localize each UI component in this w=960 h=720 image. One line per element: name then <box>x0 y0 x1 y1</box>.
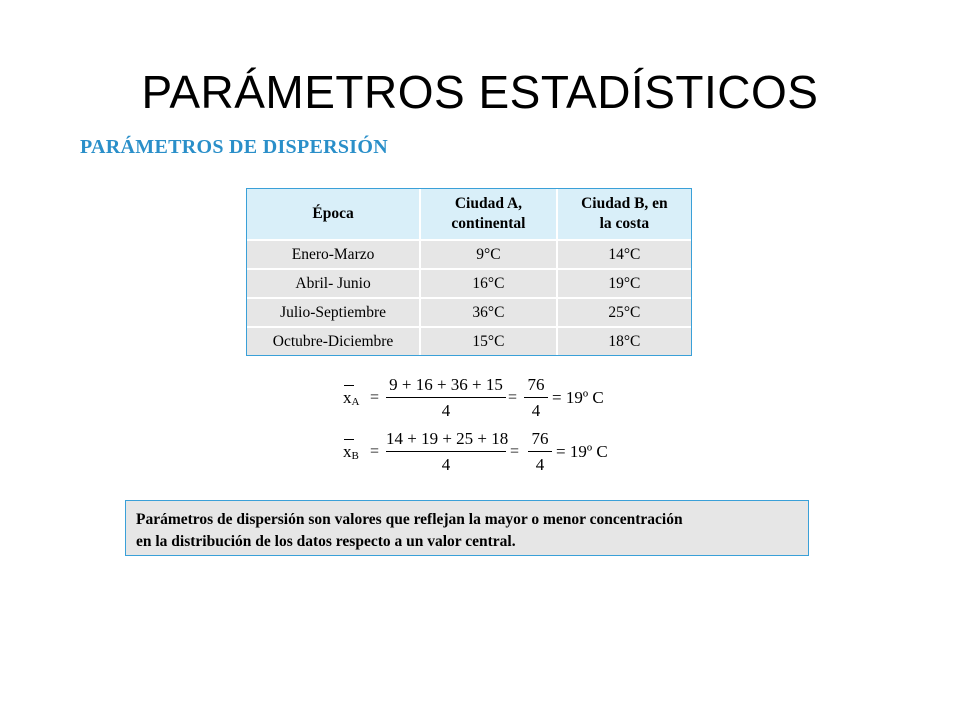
cell-ciudad-a: 15°C <box>421 328 558 355</box>
definition-line-2: en la distribución de los datos respecto a un valor central. <box>136 533 516 550</box>
cell-ciudad-b: 18°C <box>558 328 691 355</box>
header-ciudad-b <box>558 189 691 241</box>
formula-mean-b <box>340 428 640 478</box>
mean-formulas <box>340 370 640 480</box>
cell-epoca: Abril- Junio <box>247 270 421 299</box>
fraction-bar <box>386 451 506 452</box>
fraction-sum-a <box>386 374 506 422</box>
mean-result-a: = 19º C <box>552 388 604 407</box>
fraction-denominator: 4 <box>441 455 451 474</box>
definition-box <box>125 500 809 556</box>
equals-sign: = <box>370 389 380 406</box>
header-ciudad-b-line2: la costa <box>599 215 650 232</box>
cell-ciudad-b: 25°C <box>558 299 691 328</box>
formula-mean-a <box>340 374 640 424</box>
fraction-total-b <box>528 428 552 476</box>
header-ciudad-a <box>421 189 558 241</box>
equals-sign: = <box>370 443 380 460</box>
fraction-numerator: 14 + 19 + 25 + 18 <box>386 429 509 448</box>
table-row <box>247 299 691 328</box>
fraction-numerator: 76 <box>527 375 545 394</box>
fraction-denominator: 4 <box>535 455 545 474</box>
fraction-bar <box>528 451 552 452</box>
fraction-bar <box>524 397 548 398</box>
fraction-sum-b <box>386 428 509 476</box>
header-ciudad-b-line1: Ciudad B, en <box>581 195 668 212</box>
fraction-numerator: 9 + 16 + 36 + 15 <box>389 375 503 394</box>
section-subtitle: PARÁMETROS DE DISPERSIÓN <box>80 136 388 158</box>
header-epoca: Época <box>247 189 421 241</box>
cell-ciudad-a: 36°C <box>421 299 558 328</box>
equals-sign: = <box>508 389 518 406</box>
cell-ciudad-a: 16°C <box>421 270 558 299</box>
cell-ciudad-b: 19°C <box>558 270 691 299</box>
temperature-table <box>246 188 692 356</box>
fraction-denominator: 4 <box>531 401 541 420</box>
slide-title: PARÁMETROS ESTADÍSTICOS <box>141 66 819 118</box>
cell-epoca: Octubre-Diciembre <box>247 328 421 355</box>
mean-symbol-a: $x_A$ <box>343 388 359 408</box>
cell-epoca: Enero-Marzo <box>247 241 421 270</box>
fraction-total-a <box>524 374 548 422</box>
fraction-bar <box>386 397 506 398</box>
definition-line-1: Parámetros de dispersión son valores que reflejan la mayor o menor concentración <box>136 511 683 528</box>
table-row <box>247 241 691 270</box>
cell-epoca: Julio-Septiembre <box>247 299 421 328</box>
table-row <box>247 328 691 355</box>
table-header-row <box>247 189 691 241</box>
fraction-denominator: 4 <box>441 401 451 420</box>
header-ciudad-a-line2: continental <box>451 215 526 232</box>
table-row <box>247 270 691 299</box>
header-ciudad-a-line1: Ciudad A, <box>454 195 523 212</box>
mean-result-b: = 19º C <box>556 442 608 461</box>
cell-ciudad-b: 14°C <box>558 241 691 270</box>
cell-ciudad-a: 9°C <box>421 241 558 270</box>
fraction-numerator: 76 <box>531 429 549 448</box>
equals-sign: = <box>510 443 520 460</box>
mean-symbol-b: $x_B$ <box>343 442 359 462</box>
